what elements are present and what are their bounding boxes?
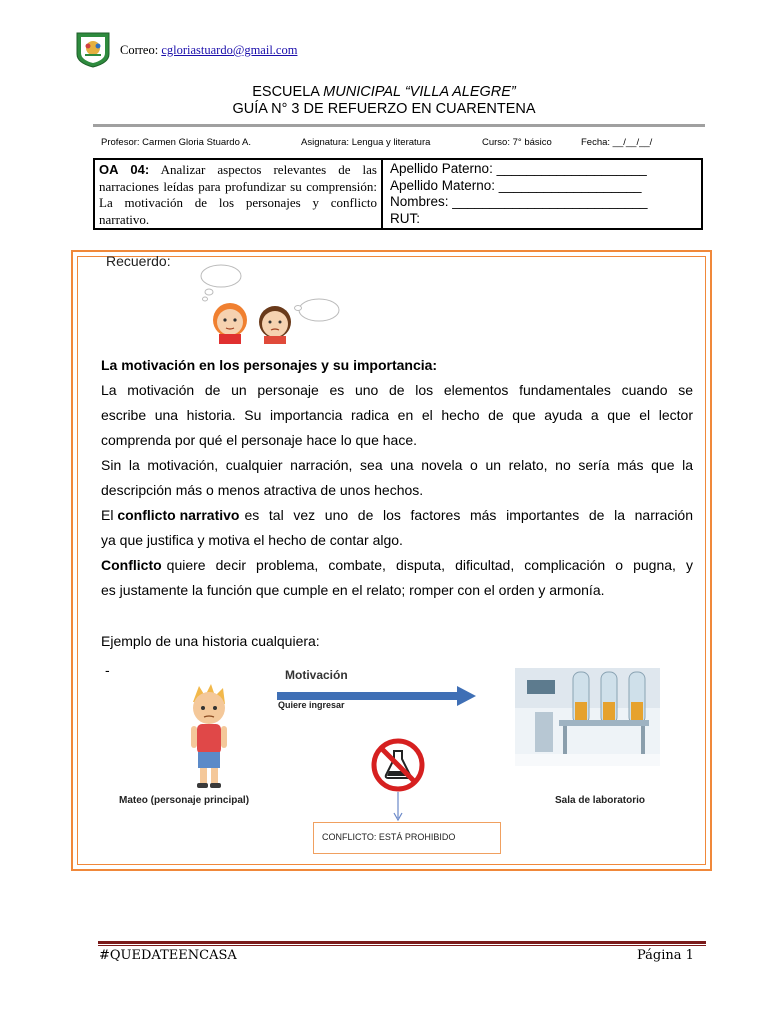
paragraph-2-line-1: Sin la motivación, cualquier narración, sea una novela o un relato, no sería más que la bbox=[101, 457, 693, 473]
objective-code: OA 04: bbox=[99, 162, 150, 177]
footer-hashtag: #QUEDATEENCASA bbox=[99, 948, 237, 963]
footer-rule-thin bbox=[98, 945, 706, 946]
list-dash: - bbox=[105, 662, 110, 678]
sala-label: Sala de laboratorio bbox=[555, 795, 646, 806]
guide-title: GUÍA N° 3 DE REFUERZO EN CUARENTENA bbox=[232, 101, 536, 117]
recuerdo-label: Recuerdo: bbox=[106, 253, 171, 269]
paragraph-2-line-2: descripción más o menos atractiva de unos hechos. bbox=[101, 482, 424, 498]
paragraph-3-line-2: ya que justifica y motiva el hecho de contar algo. bbox=[101, 532, 403, 548]
correo-line bbox=[120, 43, 297, 58]
school-title-b: MUNICIPAL “VILLA ALEGRE” bbox=[323, 84, 516, 100]
paragraph-4-rest: quiere decir problema, combate, disputa, dificultad, complicación o pugna, y bbox=[166, 557, 693, 573]
student-fields-cell bbox=[385, 160, 701, 230]
info-curso: Curso: 7° básico bbox=[482, 137, 552, 148]
mateo-label: Mateo (personaje principal) bbox=[119, 795, 250, 806]
objective-table bbox=[93, 158, 703, 230]
paragraph-4-line-2: es justamente la función que cumple en el relato; romper con el orden y armonía. bbox=[101, 582, 605, 598]
field-rut[interactable]: RUT: bbox=[390, 210, 420, 226]
section-subtitle: La motivación en los personajes y su importancia: bbox=[101, 357, 438, 373]
paragraph-4-line-1 bbox=[101, 553, 693, 578]
mateo-boy-illustration bbox=[185, 682, 235, 792]
motivacion-label: Motivación bbox=[285, 668, 348, 682]
field-apellido-materno[interactable]: Apellido Materno: ___________________ bbox=[390, 177, 642, 193]
paragraph-block bbox=[101, 378, 693, 603]
info-profesor: Profesor: Carmen Gloria Stuardo A. bbox=[101, 137, 251, 148]
info-fecha: Fecha: __/__/__/ bbox=[581, 137, 653, 148]
objective-cell bbox=[95, 160, 383, 228]
paragraph-3-rest: es tal vez uno de los factores más importantes de la narración bbox=[244, 507, 693, 523]
field-nombres[interactable]: Nombres: __________________________ bbox=[390, 194, 648, 209]
header-divider bbox=[93, 124, 705, 127]
paragraph-1-line-1: La motivación de un personaje es uno de los elementos fundamentales cuando se bbox=[101, 382, 693, 398]
paragraph-1-line-3: comprenda por qué el personaje hace lo que hace. bbox=[101, 432, 417, 448]
paragraph-3-conflicto-narrativo: conflicto narrativo bbox=[117, 507, 240, 523]
paragraph-3-line-1 bbox=[101, 503, 693, 528]
example-intro: Ejemplo de una historia cualquiera: bbox=[101, 633, 320, 649]
paragraph-3-el: El bbox=[101, 507, 114, 523]
school-title-a: ESCUELA bbox=[252, 84, 320, 100]
field-apellido-paterno[interactable]: Apellido Paterno: ____________________ bbox=[390, 161, 647, 176]
school-title bbox=[0, 84, 768, 100]
paragraph-1-line-2: escribe una historia. Su importancia radica en el hecho de que ayuda a que el lector bbox=[101, 407, 693, 423]
paragraph-4-conflicto: Conflicto bbox=[101, 557, 162, 573]
correo-email-link[interactable]: cgloriastuardo@gmail.com bbox=[161, 43, 298, 57]
objective-text: Analizar aspectos relevantes de las narraciones leídas para profundizar su comprensión: La motivación de los personajes y conflicto narrativo. bbox=[99, 162, 377, 227]
prohibited-flask-icon bbox=[370, 737, 426, 793]
school-logo-icon bbox=[74, 30, 112, 68]
conflict-box: CONFLICTO: ESTÁ PROHIBIDO bbox=[313, 822, 501, 854]
thinking-children-illustration bbox=[185, 262, 345, 344]
quiere-ingresar-label: Quiere ingresar bbox=[278, 700, 345, 710]
footer-rule bbox=[98, 941, 706, 944]
laboratory-illustration bbox=[515, 668, 660, 766]
page-number: Página 1 bbox=[637, 948, 694, 963]
down-arrow-icon bbox=[393, 792, 403, 822]
info-asignatura: Asignatura: Lengua y literatura bbox=[301, 137, 431, 148]
correo-label: Correo: bbox=[120, 43, 159, 57]
